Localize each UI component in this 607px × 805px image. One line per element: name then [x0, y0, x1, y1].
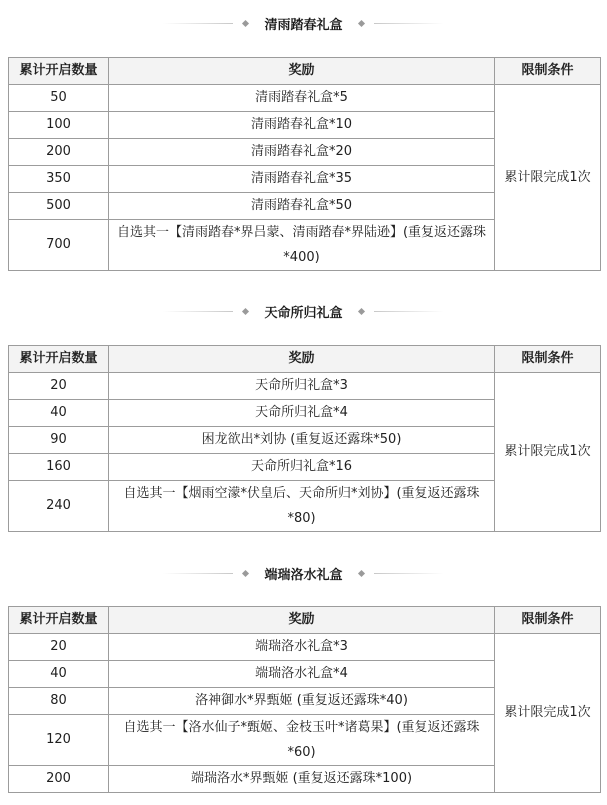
section-title-text: 清雨踏春礼盒	[264, 17, 343, 33]
reward-cell: 清雨踏春礼盒*35	[109, 166, 495, 193]
table-header-row	[9, 607, 601, 634]
table-header-row	[9, 58, 601, 85]
reward-cell: 天命所归礼盒*4	[109, 400, 495, 427]
count-cell: 200	[9, 139, 109, 166]
reward-cell: 困龙欲出*刘协 (重复返还露珠*50)	[109, 427, 495, 454]
count-cell: 350	[9, 166, 109, 193]
diamond-icon	[242, 569, 249, 576]
header-count: 累计开启数量	[9, 58, 109, 85]
header-reward: 奖励	[109, 607, 495, 634]
table-row	[9, 85, 601, 112]
divider-line	[374, 573, 444, 574]
header-count: 累计开启数量	[9, 607, 109, 634]
diamond-icon	[357, 307, 364, 314]
reward-cell: 天命所归礼盒*16	[109, 454, 495, 481]
reward-cell: 洛神御水*界甄姬 (重复返还露珠*40)	[109, 688, 495, 715]
diamond-icon	[242, 19, 249, 26]
header-limit: 限制条件	[495, 58, 601, 85]
table-row	[9, 634, 601, 661]
count-cell: 90	[9, 427, 109, 454]
divider-line	[163, 573, 233, 574]
divider-line	[374, 311, 444, 312]
header-reward: 奖励	[109, 346, 495, 373]
section-title-text: 天命所归礼盒	[264, 305, 343, 321]
reward-cell: 端瑞洛水礼盒*3	[109, 634, 495, 661]
count-cell: 50	[9, 85, 109, 112]
reward-cell: 端瑞洛水礼盒*4	[109, 661, 495, 688]
count-cell: 40	[9, 400, 109, 427]
table-header-row	[9, 346, 601, 373]
section-title-qingyu	[0, 11, 607, 35]
count-cell: 80	[9, 688, 109, 715]
count-cell: 20	[9, 373, 109, 400]
header-limit: 限制条件	[495, 607, 601, 634]
diamond-icon	[242, 307, 249, 314]
limit-cell: 累计限完成1次	[495, 634, 601, 793]
count-cell: 100	[9, 112, 109, 139]
count-cell: 240	[9, 481, 109, 532]
reward-cell: 清雨踏春礼盒*5	[109, 85, 495, 112]
divider-line	[163, 23, 233, 24]
section-title-duanrui	[0, 561, 607, 585]
count-cell: 40	[9, 661, 109, 688]
section-title-text: 端瑞洛水礼盒	[264, 567, 343, 583]
count-cell: 500	[9, 193, 109, 220]
count-cell: 120	[9, 715, 109, 766]
diamond-icon	[357, 569, 364, 576]
divider-line	[163, 311, 233, 312]
count-cell: 700	[9, 220, 109, 271]
section-title-tianming	[0, 299, 607, 323]
header-limit: 限制条件	[495, 346, 601, 373]
reward-cell: 自选其一【清雨踏春*界吕蒙、清雨踏春*界陆逊】(重复返还露珠*400)	[109, 220, 495, 271]
reward-cell: 清雨踏春礼盒*50	[109, 193, 495, 220]
limit-cell: 累计限完成1次	[495, 373, 601, 532]
header-reward: 奖励	[109, 58, 495, 85]
count-cell: 160	[9, 454, 109, 481]
divider-line	[374, 23, 444, 24]
reward-cell: 天命所归礼盒*3	[109, 373, 495, 400]
reward-cell: 清雨踏春礼盒*20	[109, 139, 495, 166]
table-row	[9, 373, 601, 400]
reward-cell: 自选其一【洛水仙子*甄姬、金枝玉叶*诸葛果】(重复返还露珠*60)	[109, 715, 495, 766]
reward-table-qingyu	[8, 57, 601, 271]
limit-cell: 累计限完成1次	[495, 85, 601, 271]
reward-table-duanrui	[8, 606, 601, 793]
reward-cell: 端瑞洛水*界甄姬 (重复返还露珠*100)	[109, 766, 495, 793]
count-cell: 20	[9, 634, 109, 661]
count-cell: 200	[9, 766, 109, 793]
reward-cell: 自选其一【烟雨空濛*伏皇后、天命所归*刘协】(重复返还露珠*80)	[109, 481, 495, 532]
diamond-icon	[357, 19, 364, 26]
reward-table-tianming	[8, 345, 601, 532]
header-count: 累计开启数量	[9, 346, 109, 373]
reward-cell: 清雨踏春礼盒*10	[109, 112, 495, 139]
